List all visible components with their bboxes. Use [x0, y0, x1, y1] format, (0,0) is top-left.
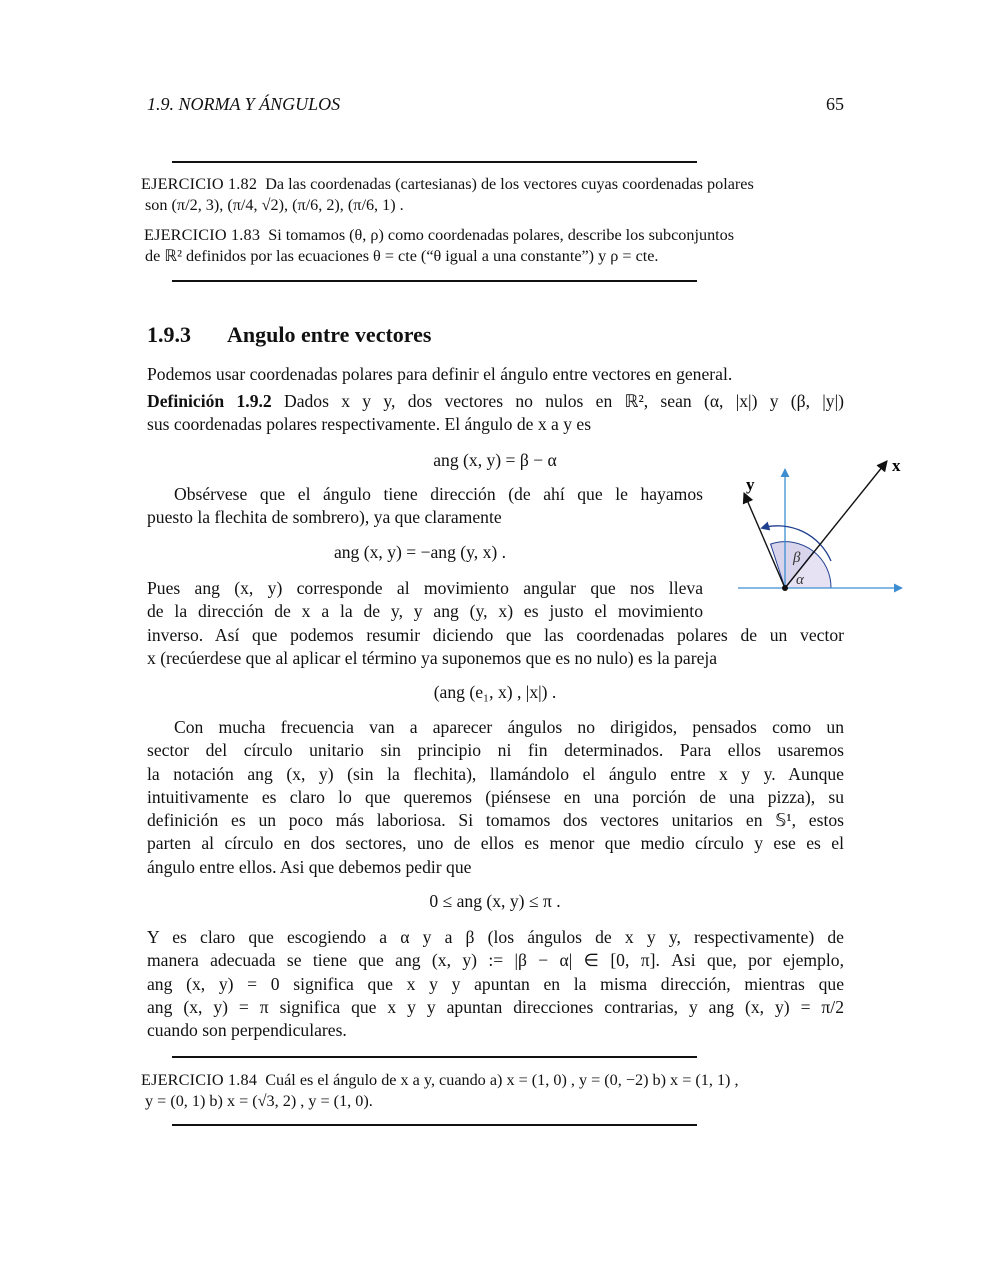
origin-point [782, 585, 788, 591]
label-vector-x: x [892, 456, 901, 475]
exercise-1-84-line1: EJERCICIO 1.84 Cuál es el ángulo de x a y, cuando a) x = (1, 0) , y = (0, −2) b) x = (1, 1) , [141, 1071, 739, 1089]
paragraph-undirected-line4: intuitivamente es claro lo que queremos (piénsese en una porción de una pizza), su [147, 786, 844, 807]
equation-polar-pair: (ang (e₁, x) , |x|) . [433, 682, 557, 702]
paragraph-movement-line2: de la dirección de x a la de y, y ang (y, x) es justo el movimiento [147, 601, 703, 622]
definition-1-9-2 [147, 390, 844, 437]
paragraph-movement-line1: Pues ang (x, y) corresponde al movimiento angular que nos lleva [147, 578, 703, 598]
paragraph-movement-line3: inverso. Así que podemos resumir diciendo que las coordenadas polares de un vector [147, 625, 844, 645]
paragraph-undirected-line6: parten al círculo en dos sectores, uno de ellos es menor que medio círculo y ese es el [147, 833, 844, 854]
exercise-rule-top [172, 161, 697, 163]
paragraph-choosing-line3: ang (x, y) = 0 significa que x y y apuntan en la misma dirección, mientras que [147, 973, 844, 994]
equation-antisymmetry: ang (x, y) = −ang (y, x) . [333, 542, 507, 562]
page-number: 65 [826, 94, 844, 114]
label-beta: β [793, 550, 801, 566]
paragraph-choosing-line5: cuando son perpendiculares. [147, 1020, 347, 1041]
definition-line1: Definición 1.9.2 Dados x y y, dos vectores no nulos en ℝ², sean (α, |x|) y (β, |y|) [147, 391, 844, 411]
intro-line: Podemos usar coordenadas polares para definir el ángulo entre vectores en general. [147, 364, 733, 384]
paragraph-movement-line4: x (recúerdese que al aplicar el término ya suponemos que es no nulo) es la pareja [147, 648, 718, 669]
paragraph-undirected-line5: definición es un poco más laboriosa. Si tomamos dos vectores unitarios en 𝕊¹, estos [147, 810, 844, 831]
exercise-1-83-line2: de ℝ² definidos por las ecuaciones θ = cte (“θ igual a una constante”) y ρ = cte. [145, 247, 659, 265]
paragraph-movement [147, 577, 703, 624]
paragraph-choosing-line2: manera adecuada se tiene que ang (x, y) := |β − α| ∈ [0, π]. Asi que, por ejemplo, [147, 950, 844, 971]
vector-x [785, 461, 887, 588]
paragraph-undirected-line3: la notación ang (x, y) (sin la flechita), llamándolo el ángulo entre x y y. Aunque [147, 763, 844, 784]
paragraph-movement-cont [147, 624, 844, 671]
exercise-1-83 [141, 225, 846, 267]
exercise-1-82-line2: son (π/2, 3), (π/4, √2), (π/6, 2), (π/6, 1) . [145, 196, 404, 214]
exercise-1-84-rule-bottom [172, 1124, 697, 1126]
exercise-1-82-line1: EJERCICIO 1.82 Da las coordenadas (cartesianas) de los vectores cuyas coordenadas polares [141, 175, 754, 193]
vector-y [744, 493, 785, 588]
running-header [147, 94, 844, 118]
definition-line2: sus coordenadas polares respectivamente. El ángulo de x a y es [147, 414, 592, 435]
paragraph-undirected-line7: ángulo entre ellos. Asi que debemos pedir que [147, 856, 472, 877]
exercise-1-84-line2: y = (0, 1) b) x = (√3, 2) , y = (1, 0). [145, 1092, 373, 1110]
equation-ang-definition: ang (x, y) = β − α [433, 450, 557, 470]
paragraph-choosing-line1: Y es claro que escogiendo a α y a β (los ángulos de x y y, respectivamente) de [147, 927, 844, 947]
section-title: Angulo entre vectores [227, 322, 432, 347]
exercise-1-84 [141, 1070, 846, 1112]
exercise-1-82 [141, 174, 846, 216]
paragraph-choosing-angles [147, 926, 844, 1042]
paragraph-direction-line2: puesto la flechita de sombrero), ya que claramente [147, 507, 502, 528]
paragraph-direction [147, 483, 703, 530]
paragraph-direction-line1: Obsérvese que el ángulo tiene dirección (de ahí que le hayamos [174, 484, 703, 504]
paragraph-undirected-line2: sector del círculo unitario sin principio ni fin determinados. Para ellos usaremos [147, 740, 844, 761]
paragraph-undirected-line1: Con mucha frecuencia van a aparecer ángulos no dirigidos, pensados como un [174, 717, 844, 737]
label-vector-y: y [746, 475, 755, 494]
label-alpha: α [796, 572, 804, 588]
exercise-rule-bottom [172, 280, 697, 282]
section-number: 1.9.3 [147, 322, 191, 347]
definition-label: Definición 1.9.2 [147, 391, 272, 411]
angle-figure [730, 455, 910, 605]
exercise-1-84-rule-top [172, 1056, 697, 1058]
section-heading [147, 322, 431, 348]
header-section: 1.9. NORMA Y ÁNGULOS [147, 94, 341, 114]
equation-angle-bounds: 0 ≤ ang (x, y) ≤ π . [429, 891, 561, 911]
paragraph-choosing-line4: ang (x, y) = π significa que x y y apuntan direcciones contrarias, y ang (x, y) = π/2 [147, 996, 844, 1017]
intro-paragraph [147, 363, 844, 386]
paragraph-undirected-angle [147, 716, 844, 879]
exercise-1-83-line1: EJERCICIO 1.83 Si tomamos (θ, ρ) como coordenadas polares, describe los subconjuntos [144, 226, 735, 244]
